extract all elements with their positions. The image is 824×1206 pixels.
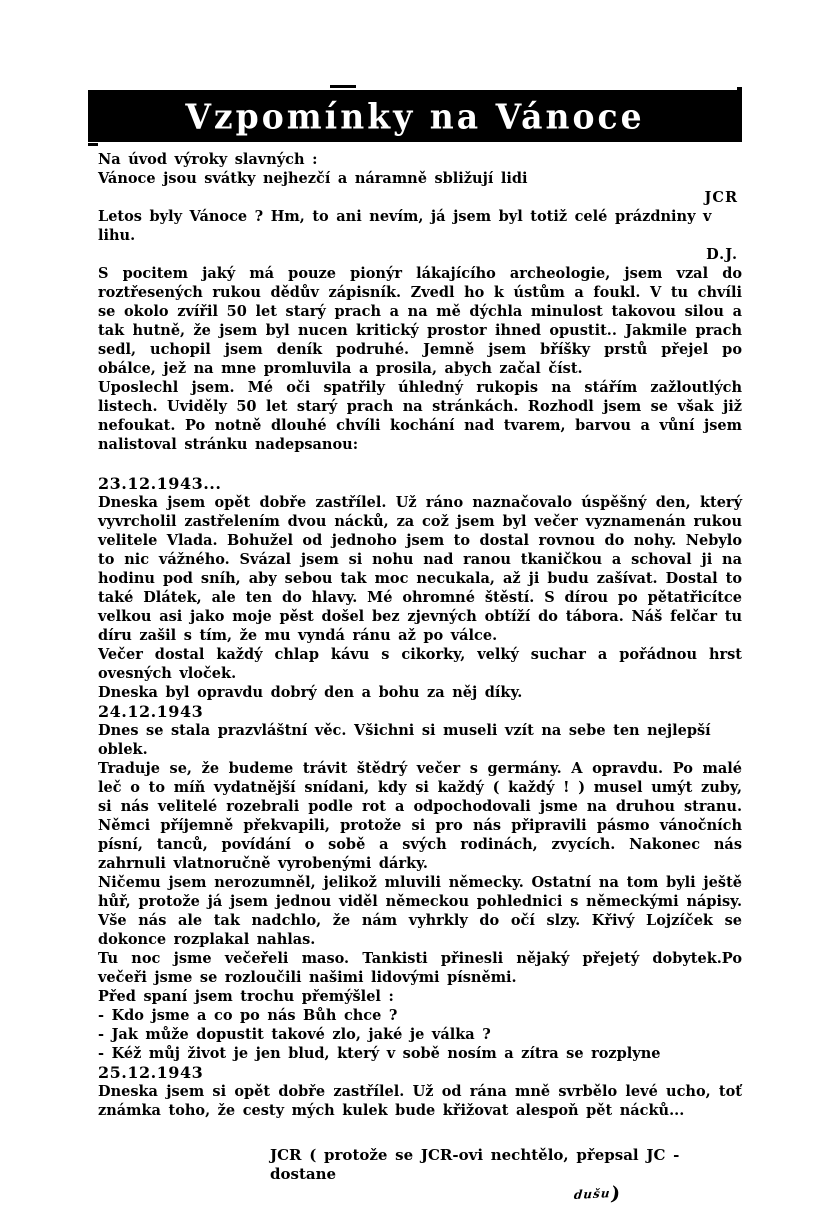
page-title: Vzpomínky na Vánoce — [185, 95, 645, 137]
handwritten-paren: ) — [609, 1182, 622, 1206]
handwritten-note — [98, 1182, 742, 1206]
diary-entry-23-12-a: Dneska jsem opět dobře zastřílel. Už ráno naznačovalo úspěšný den, který vyvrcholil zastřelením dvou nácků, za což jsem byl večer vyznamenán rukou velitele Vlada. Bohužel od jednoho jsem to dostal rovnou do nohy. Nebylo to nic vážného. Svázal jsem si nohu nad ranou tkaničkou a schoval ji na hodinu pod sníh, aby sebou tak moc necukala, až ji budu zašívat. Dostal to také Dlátek, ale ten do hlavy. Mé ohromné štěstí. S dírou po pětatřicítce velkou asi jako moje pěst došel bez zjevných obtíží do tábora. Náš felčar tu díru zašil s tím, že mu vyndá ránu až po válce. — [98, 494, 742, 644]
paragraph-intro-2: Uposlechl jsem. Mé oči spatřily úhledný rukopis na stářím zažloutlých listech. Uviděly 50 let starý prach na stránkách. Rozhodl jsem se však již nefoukat. Po notně dlouhé chvíli kochání nad tvarem, barvou a vůní jsem nalistoval stránku nadepsanou: — [98, 379, 742, 453]
reflection-question-1: - Kdo jsme a co po nás Bůh chce ? — [98, 1007, 398, 1024]
date-heading-23-12: 23.12.1943... — [98, 474, 222, 493]
attribution-text: JCR ( protože se JCR-ovi nechtělo, přepsal JC - dostane — [270, 1146, 680, 1183]
intro-heading: Na úvod výroky slavných : — [98, 151, 318, 168]
document-body — [98, 150, 742, 1206]
quote-line-2: Letos byly Vánoce ? Hm, to ani nevím, já jsem byl totiž celé prázdniny v lihu. — [98, 208, 712, 244]
signature-dj: D.J. — [706, 246, 738, 263]
date-heading-24-12: 24.12.1943 — [98, 702, 204, 721]
diary-entry-24-12-d: Tu noc jsme večeřeli maso. Tankisti přinesli nějaký přejetý dobytek.Po večeři jsme se rozloučili našimi lidovými písněmi. — [98, 950, 742, 986]
paragraph-intro-1: S pocitem jaký má pouze pionýr lákajícího archeologie, jsem vzal do roztřesených rukou dědův zápisník. Zvedl ho k ústům a foukl. V tu chvíli se okolo zvířil 50 let starý prach a na mě dýchla minulost takovou silou a tak hutně, že jsem byl nucen kritický prostor ihned opustit.. Jakmile prach sedl, uchopil jsem deník podruhé. Jemně jsem bříšky prstů přejel po obálce, jež na mne promluvila a prosila, abych začal číst. — [98, 265, 742, 377]
signature-jcr: JCR — [704, 189, 738, 206]
scan-noise-speck — [88, 143, 98, 146]
attribution-line — [98, 1146, 742, 1184]
diary-entry-23-12-c: Dneska byl opravdu dobrý den a bohu za něj díky. — [98, 684, 523, 701]
scan-noise-speck — [330, 85, 356, 88]
diary-entry-24-12-a: Dnes se stala prazvláštní věc. Všichni si museli vzít na sebe ten nejlepší oblek. — [98, 722, 711, 758]
handwritten-word: dušu — [573, 1186, 612, 1202]
reflection-question-2: - Jak může dopustit takové zlo, jaké je válka ? — [98, 1026, 491, 1043]
diary-entry-25-12: Dneska jsem si opět dobře zastřílel. Už od rána mně svrbělo levé ucho, toť známka toho, že cesty mých kulek bude křižovat alespoň pět nácků... — [98, 1083, 742, 1119]
diary-entry-24-12-e: Před spaní jsem trochu přemýšlel : — [98, 988, 394, 1005]
reflection-question-3: - Kéž můj život je jen blud, který v sobě nosím a zítra se rozplyne — [98, 1045, 661, 1062]
diary-entry-23-12-b: Večer dostal každý chlap kávu s cikorky, velký suchar a pořádnou hrst ovesných vloček. — [98, 646, 742, 682]
diary-entry-24-12-c: Ničemu jsem nerozumněl, jelikož mluvili německy. Ostatní na tom byli ještě hůř, protože já jsem jednou viděl německou pohlednici s německými nápisy. Vše nás ale tak nadchlo, že nám vyhrkly do očí slzy. Křivý Lojzíček se dokonce rozplakal nahlas. — [98, 874, 742, 948]
diary-entry-24-12-b: Traduje se, že budeme trávit štědrý večer s germány. A opravdu. Po malé leč o to míň vydatnější snídani, kdy si každý ( každý ! ) musel umýt zuby, si nás velitelé rozebrali podle rot a odpochodovali jsme na druhou stranu. Němci příjemně překvapili, protože si pro nás připravili pásmo vánočních písní, tanců, povídání o sobě a svých rodinách, zvycích. Nakonec nás zahrnuli vlatnoručně vyrobenými dárky. — [98, 760, 742, 872]
title-banner — [88, 90, 742, 142]
date-heading-25-12: 25.12.1943 — [98, 1063, 204, 1082]
quote-line-1: Vánoce jsou svátky nejhezčí a náramně sbližují lidi — [98, 170, 528, 187]
